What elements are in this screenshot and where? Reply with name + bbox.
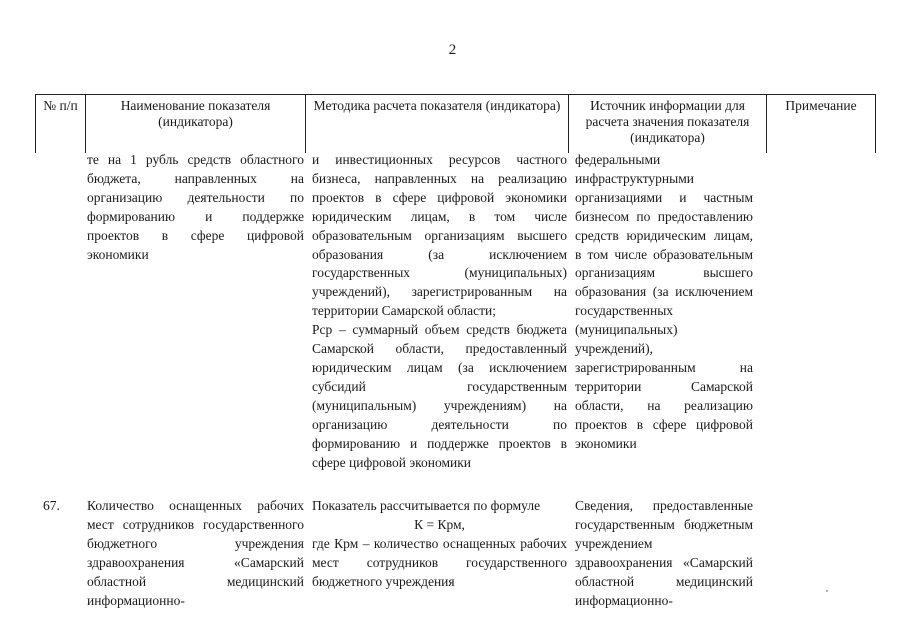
scan-speck (826, 590, 828, 592)
row-67-formula: К = Крм, (414, 516, 465, 532)
cont-method-p1: и инвестиционных ресурсов частного бизнеса, направленных на реализацию проектов в сфере цифровой экономики юридическим лицам, в том числе образовательным организациям высшего образования (за исключением государственных (муниципальных) учреждений), зарегистрированным на территории Самарской области; (312, 152, 567, 319)
cont-name-cell (87, 151, 304, 264)
header-name: Наименование показателя (индикатора) (86, 95, 306, 154)
row-67-number: 67. (43, 498, 60, 513)
cont-source-cell (575, 151, 753, 454)
cont-source-text: федеральными инфраструктурными организациями и частным бизнесом по предоставлению средств юридическим лицам, в том числе образовательным организациям высшего образования (за исключением государственных (муниципальных) учреждений), зарегистрированным на территории Самарской области, на реализацию проектов в сфере цифровой экономики (575, 152, 753, 451)
page-number: 2 (448, 42, 457, 58)
header-method: Методика расчета показателя (индикатора) (306, 95, 569, 154)
row-67-source: Сведения, предоставленные государственным бюджетным учреждением здравоохранения «Самарский областной медицинский информационно- (575, 498, 753, 608)
cont-method-cell (312, 151, 567, 472)
header-num: № п/п (36, 95, 86, 154)
indicator-table-header (35, 94, 876, 153)
header-source: Источник информации для расчета значения показателя (индикатора) (569, 95, 767, 154)
header-note: Примечание (767, 95, 876, 154)
row-67-method (312, 497, 567, 592)
row-67-method-intro: Показатель рассчитывается по формуле (312, 498, 541, 513)
cont-method-p2: Рср – суммарный объем средств бюджета Самарской области, предоставленный юридическим лицам (за исключением субсидий государственным (муниципальным) учреждениям) на организацию деятельности по формированию и поддержке проектов в сфере цифровой экономики (312, 322, 567, 470)
row-67-name: Количество оснащенных рабочих мест сотрудников государственного бюджетного учреждения здравоохранения «Самарский областной медицинский информационно- (87, 498, 304, 608)
row-67-method-desc: где Крм – количество оснащенных рабочих мест сотрудников государственного бюджетного учреждения (312, 535, 567, 589)
cont-name-text: те на 1 рубль средств областного бюджета, направленных на организацию деятельности по формированию и поддержке проектов в сфере цифровой экономики (87, 152, 304, 262)
